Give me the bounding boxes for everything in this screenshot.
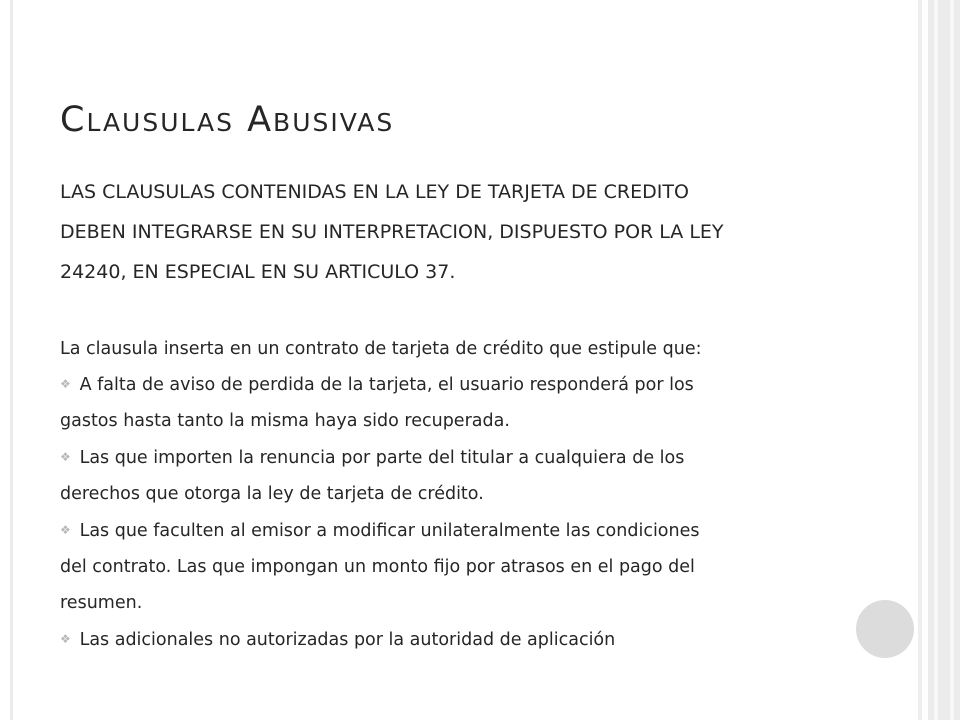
intro-paragraph: LAS CLAUSULAS CONTENIDAS EN LA LEY DE TARJETA DE CREDITO DEBEN INTEGRARSE EN SU INTERPRETACION, DISPUESTO POR LA LEY 24240, EN ESPECIAL EN SU ARTICULO 37. xyxy=(60,181,724,283)
bullet-item xyxy=(60,439,940,512)
right-decorative-line xyxy=(950,0,954,720)
bullet-item xyxy=(60,366,940,439)
diamond-bullet-icon: ❖ xyxy=(60,632,71,646)
left-decorative-rule xyxy=(10,0,13,720)
slide-title: Clausulas Abusivas xyxy=(60,100,395,140)
lead-sentence: La clausula inserta en un contrato de tarjeta de crédito que estipule que: xyxy=(60,339,702,359)
bullet-item xyxy=(60,621,940,658)
slide-body xyxy=(60,332,940,658)
bullet-item xyxy=(60,512,940,621)
bullet-text: A falta de aviso de perdida de la tarjeta, el usuario responderá por los gastos hasta tanto la misma haya sido recuperada. xyxy=(60,375,694,431)
bullet-text: Las que importen la renuncia por parte del titular a cualquiera de los derechos que otorga la ley de tarjeta de crédito. xyxy=(60,448,685,504)
diamond-bullet-icon: ❖ xyxy=(60,450,71,464)
bullet-text: Las adicionales no autorizadas por la autoridad de aplicación xyxy=(74,630,616,650)
bullet-text: Las que faculten al emisor a modificar unilateralmente las condiciones del contrato. Las que impongan un monto fijo por atrasos en el pago del resumen. xyxy=(60,521,700,613)
diamond-bullet-icon: ❖ xyxy=(60,523,71,537)
diamond-bullet-icon: ❖ xyxy=(60,377,71,391)
